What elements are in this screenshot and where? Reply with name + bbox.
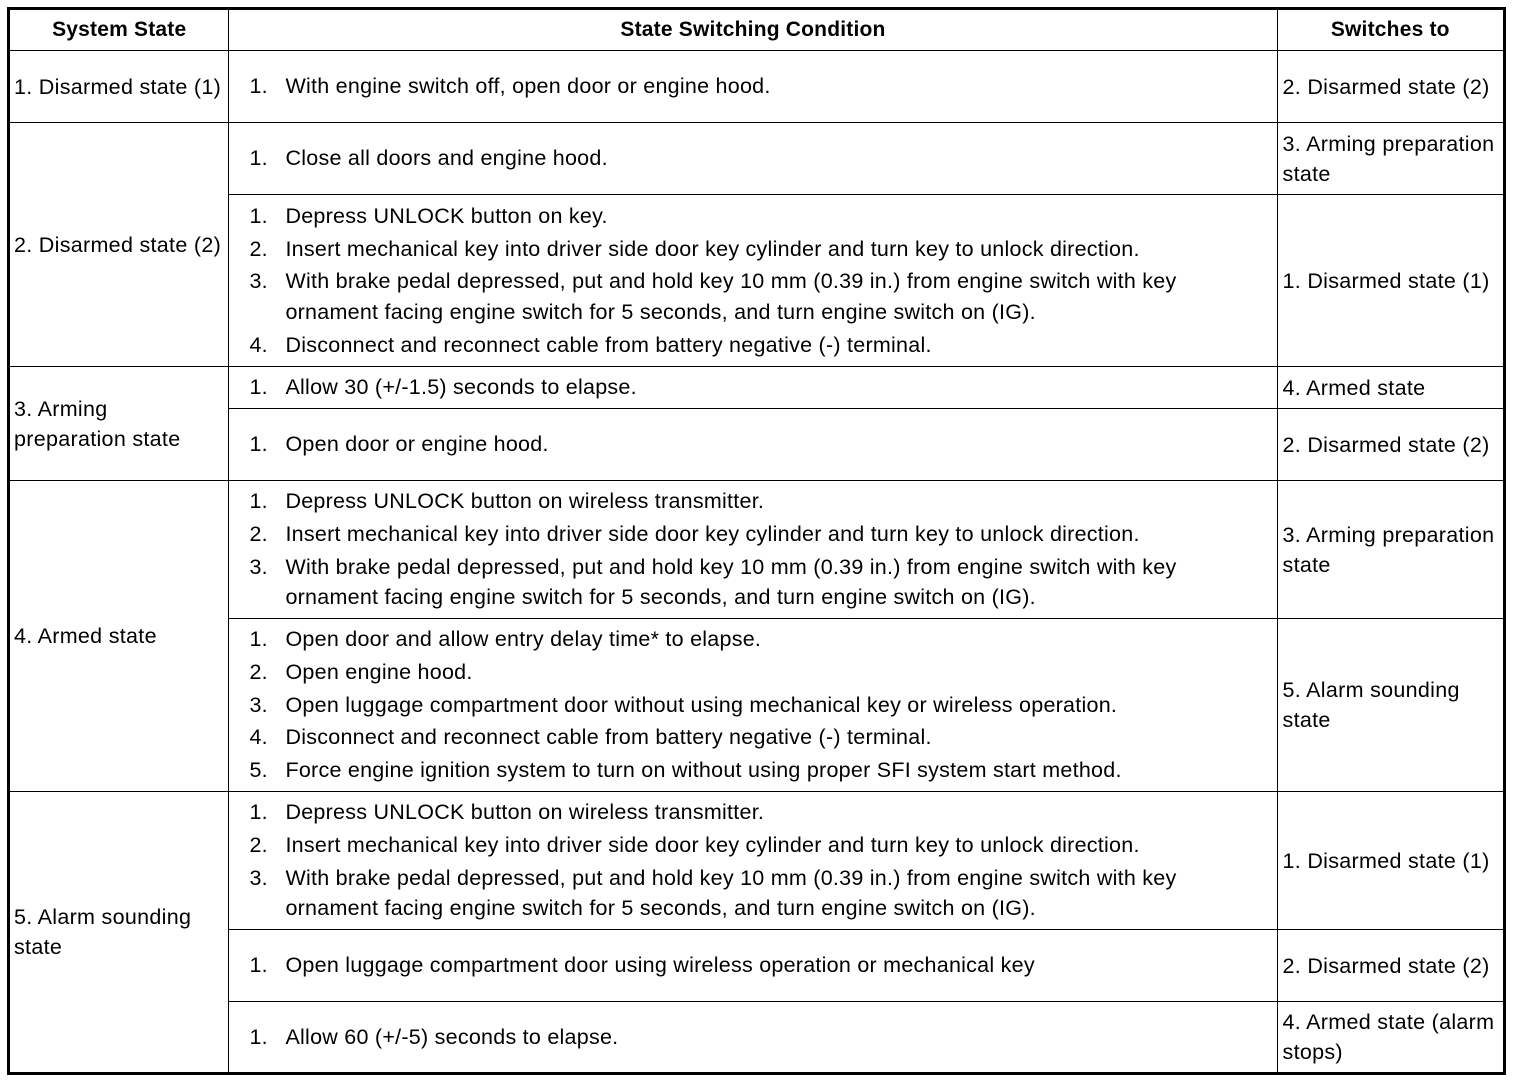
system-state-cell: 2. Disarmed state (2) — [9, 123, 229, 367]
header-row — [9, 9, 1505, 51]
switches-to-cell: 1. Disarmed state (1) — [1277, 792, 1504, 930]
condition-number: 1. — [249, 489, 268, 514]
condition-number: 5. — [249, 758, 268, 783]
condition-number: 2. — [249, 660, 268, 685]
switches-to-cell: 3. Arming preparation state — [1277, 481, 1504, 619]
condition-item — [249, 234, 1268, 265]
switches-to-cell: 4. Armed state (alarm stops) — [1277, 1002, 1504, 1074]
condition-list — [249, 372, 1268, 403]
condition-text: Open engine hood. — [285, 660, 473, 685]
table-row — [9, 367, 1505, 409]
condition-item — [249, 690, 1268, 721]
condition-list — [249, 143, 1268, 174]
condition-item — [249, 755, 1268, 786]
table-row — [9, 1002, 1505, 1074]
condition-cell — [229, 367, 1277, 409]
condition-number: 2. — [249, 522, 268, 546]
condition-item — [249, 830, 1268, 861]
condition-text: Allow 30 (+/-1.5) seconds to elapse. — [285, 375, 637, 400]
condition-cell — [229, 481, 1277, 619]
condition-number: 1. — [249, 146, 268, 171]
condition-item — [249, 71, 1268, 102]
condition-cell — [229, 1002, 1277, 1074]
system-state-cell: 1. Disarmed state (1) — [9, 51, 229, 123]
switches-to-cell: 3. Arming preparation state — [1277, 123, 1504, 195]
condition-item — [249, 863, 1268, 924]
condition-number: 1. — [249, 432, 268, 457]
system-state-cell: 5. Alarm sounding state — [9, 792, 229, 1074]
condition-item — [249, 486, 1268, 517]
switches-to-cell: 5. Alarm sounding state — [1277, 619, 1504, 792]
condition-list — [249, 429, 1268, 460]
condition-list — [249, 950, 1268, 981]
condition-text: Disconnect and reconnect cable from battery negative (-) terminal. — [285, 725, 932, 750]
table-row — [9, 409, 1505, 481]
condition-text: Open luggage compartment door without using mechanical key or wireless operation. — [285, 692, 1118, 717]
condition-item — [249, 657, 1268, 688]
condition-item — [249, 266, 1268, 327]
condition-cell — [229, 619, 1277, 792]
condition-list — [249, 201, 1268, 360]
condition-item — [249, 722, 1268, 753]
condition-item — [249, 429, 1268, 460]
condition-text: With brake pedal depressed, put and hold key 10 mm (0.39 in.) from engine switch with key ornament facing engine switch for 5 seconds, and turn engine switch on (IG). — [285, 865, 1177, 921]
condition-number: 3. — [249, 269, 268, 294]
condition-item — [249, 624, 1268, 655]
table-row — [9, 619, 1505, 792]
condition-text: Open luggage compartment door using wireless operation or mechanical key — [285, 953, 1035, 978]
switches-to-cell: 2. Disarmed state (2) — [1277, 409, 1504, 481]
switches-to-cell: 4. Armed state — [1277, 367, 1504, 409]
condition-text: Depress UNLOCK button on wireless transmitter. — [285, 800, 765, 825]
condition-item — [249, 552, 1268, 613]
condition-item — [249, 950, 1268, 981]
condition-text: Depress UNLOCK button on wireless transmitter. — [285, 489, 765, 514]
condition-list — [249, 797, 1268, 923]
condition-item — [249, 201, 1268, 232]
switches-to-cell: 2. Disarmed state (2) — [1277, 51, 1504, 123]
condition-list — [249, 624, 1268, 785]
condition-list — [249, 71, 1268, 102]
condition-item — [249, 797, 1268, 828]
condition-number: 1. — [249, 800, 268, 825]
condition-item — [249, 372, 1268, 403]
condition-text: Open door and allow entry delay time* to elapse. — [285, 627, 762, 652]
table-row — [9, 930, 1505, 1002]
condition-text: Close all doors and engine hood. — [285, 146, 608, 171]
condition-text: With engine switch off, open door or engine hood. — [285, 74, 771, 99]
condition-number: 1. — [249, 953, 268, 978]
condition-cell — [229, 123, 1277, 195]
condition-item — [249, 143, 1268, 174]
condition-number: 2. — [249, 236, 268, 261]
condition-cell — [229, 930, 1277, 1002]
table-body — [9, 51, 1505, 1074]
system-state-cell: 4. Armed state — [9, 481, 229, 792]
condition-item — [249, 519, 1268, 550]
condition-cell — [229, 195, 1277, 367]
condition-number: 1. — [249, 203, 268, 228]
condition-text: Open door or engine hood. — [285, 432, 549, 457]
table-row — [9, 195, 1505, 367]
condition-text: Insert mechanical key into driver side door key cylinder and turn key to unlock direction. — [285, 833, 1140, 857]
condition-list — [249, 486, 1268, 612]
condition-text: Allow 60 (+/-5) seconds to elapse. — [285, 1024, 619, 1049]
condition-number: 3. — [249, 692, 268, 717]
table-row — [9, 123, 1505, 195]
condition-number: 4. — [249, 332, 268, 357]
header-system-state: System State — [9, 9, 229, 51]
condition-number: 1. — [249, 375, 268, 400]
system-state-cell: 3. Arming preparation state — [9, 367, 229, 481]
state-transition-table — [7, 7, 1506, 1075]
table-row — [9, 51, 1505, 123]
condition-number: 1. — [249, 1024, 268, 1049]
condition-list — [249, 1022, 1268, 1053]
condition-number: 2. — [249, 833, 268, 857]
condition-number: 1. — [249, 74, 268, 99]
condition-cell — [229, 792, 1277, 930]
condition-number: 1. — [249, 627, 268, 652]
switches-to-cell: 2. Disarmed state (2) — [1277, 930, 1504, 1002]
condition-number: 4. — [249, 725, 268, 750]
condition-item — [249, 1022, 1268, 1053]
condition-text: With brake pedal depressed, put and hold key 10 mm (0.39 in.) from engine switch with key ornament facing engine switch for 5 seconds, and turn engine switch on (IG). — [285, 554, 1177, 610]
condition-text: Force engine ignition system to turn on without using proper SFI system start method. — [285, 758, 1122, 783]
condition-text: With brake pedal depressed, put and hold key 10 mm (0.39 in.) from engine switch with key ornament facing engine switch for 5 seconds, and turn engine switch on (IG). — [285, 269, 1177, 324]
condition-text: Disconnect and reconnect cable from battery negative (-) terminal. — [285, 332, 932, 357]
table-row — [9, 481, 1505, 619]
header-condition: State Switching Condition — [229, 9, 1277, 51]
header-switches-to: Switches to — [1277, 9, 1504, 51]
switches-to-cell: 1. Disarmed state (1) — [1277, 195, 1504, 367]
condition-cell — [229, 409, 1277, 481]
condition-cell — [229, 51, 1277, 123]
condition-text: Depress UNLOCK button on key. — [285, 203, 608, 228]
condition-item — [249, 330, 1268, 361]
condition-number: 3. — [249, 865, 268, 890]
condition-text: Insert mechanical key into driver side door key cylinder and turn key to unlock direction. — [285, 236, 1140, 261]
condition-number: 3. — [249, 554, 268, 579]
condition-text: Insert mechanical key into driver side door key cylinder and turn key to unlock direction. — [285, 522, 1140, 546]
table-row — [9, 792, 1505, 930]
